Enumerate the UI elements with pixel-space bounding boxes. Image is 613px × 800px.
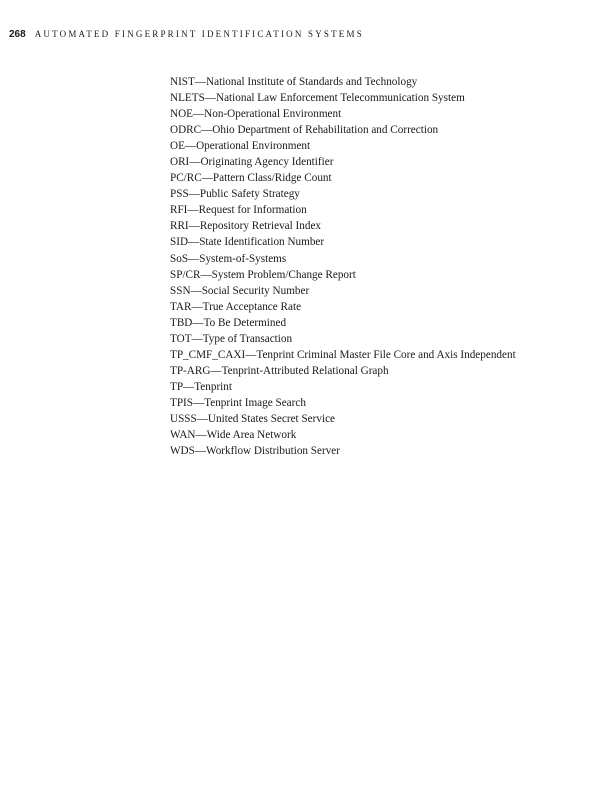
abbreviation-list bbox=[170, 74, 516, 459]
list-item: NIST—National Institute of Standards and Technology bbox=[170, 76, 418, 88]
running-header bbox=[9, 29, 364, 43]
list-item: WDS—Workflow Distribution Server bbox=[170, 445, 340, 458]
page-number: 268 bbox=[9, 29, 26, 40]
list-item: NOE—Non-Operational Environment bbox=[170, 108, 342, 121]
list-item: SoS—System-of-Systems bbox=[170, 252, 287, 265]
list-item: RFI—Request for Information bbox=[170, 204, 307, 217]
list-item: USSS—United States Secret Service bbox=[170, 412, 335, 425]
list-item: SSN—Social Security Number bbox=[170, 284, 310, 297]
list-item: SID—State Identification Number bbox=[170, 236, 325, 249]
list-item: TAR—True Acceptance Rate bbox=[170, 300, 302, 313]
list-item: SP/CR—System Problem/Change Report bbox=[170, 268, 356, 281]
list-item: PSS—Public Safety Strategy bbox=[170, 188, 300, 201]
list-item: TPIS—Tenprint Image Search bbox=[170, 396, 306, 409]
list-item: OE—Operational Environment bbox=[170, 140, 311, 153]
running-title: AUTOMATED FINGERPRINT IDENTIFICATION SYSTEMS bbox=[34, 29, 364, 39]
list-item: TOT—Type of Transaction bbox=[170, 332, 293, 345]
list-item: PC/RC—Pattern Class/Ridge Count bbox=[170, 172, 332, 185]
list-item: ORI—Originating Agency Identifier bbox=[170, 156, 334, 169]
list-item: TP-ARG—Tenprint-Attributed Relational Graph bbox=[170, 364, 389, 377]
list-item: TBD—To Be Determined bbox=[170, 316, 287, 329]
list-item: ODRC—Ohio Department of Rehabilitation and Correction bbox=[170, 124, 439, 137]
list-item: RRI—Repository Retrieval Index bbox=[170, 220, 322, 233]
list-item: TP_CMF_CAXI—Tenprint Criminal Master File Core and Axis Independent bbox=[170, 348, 516, 361]
list-item: TP—Tenprint bbox=[170, 380, 232, 393]
list-item: NLETS—National Law Enforcement Telecommunication System bbox=[170, 92, 465, 105]
list-item: WAN—Wide Area Network bbox=[170, 429, 297, 442]
